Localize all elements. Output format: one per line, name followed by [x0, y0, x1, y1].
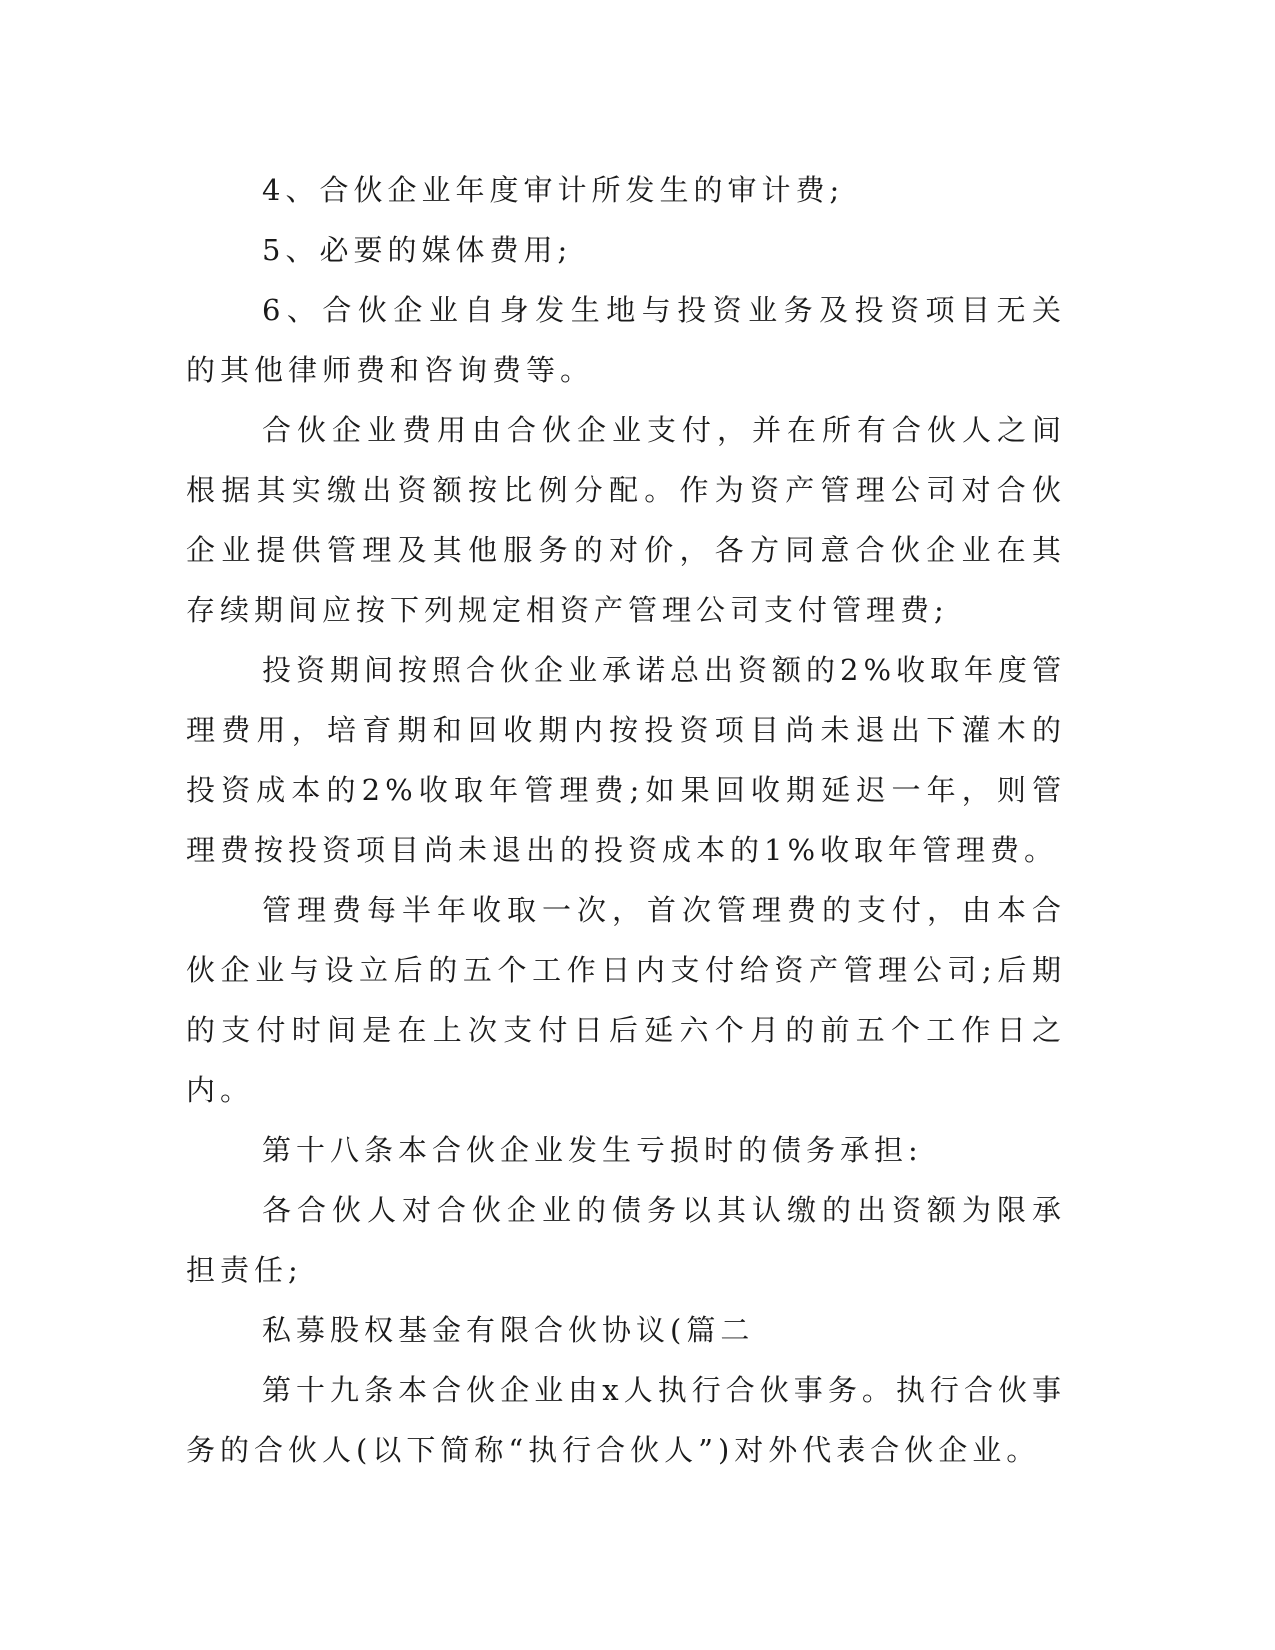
document-body [186, 160, 1066, 1480]
paragraph-management-fee-rate: 投资期间按照合伙企业承诺总出资额的2%收取年度管理费用，培育期和回收期内按投资项目尚未退出下灌木的投资成本的2%收取年管理费;如果回收期延迟一年，则管理费按投资项目尚未退出的投资成本的1%收取年管理费。 [186, 653, 1067, 867]
section-title-part-two: 私募股权基金有限合伙协议(篇二 [262, 1313, 755, 1347]
article-19-paragraph: 第十九条本合伙企业由x人执行合伙事务。执行合伙事务的合伙人(以下简称“执行合伙人”)对外代表合伙企业。 [186, 1373, 1066, 1467]
paragraph-fee-payment-schedule: 管理费每半年收取一次，首次管理费的支付，由本合伙企业与设立后的五个工作日内支付给资产管理公司;后期的支付时间是在上次支付日后延六个月的前五个工作日之内。 [186, 893, 1066, 1107]
paragraph-item-5: 5、必要的媒体费用; [262, 233, 573, 267]
article-18-heading: 第十八条本合伙企业发生亏损时的债务承担: [262, 1133, 923, 1167]
paragraph-item-4: 4、合伙企业年度审计所发生的审计费; [262, 173, 845, 207]
paragraph-item-6: 6、合伙企业自身发生地与投资业务及投资项目无关的其他律师费和咨询费等。 [186, 293, 1066, 387]
paragraph-expense-allocation: 合伙企业费用由合伙企业支付，并在所有合伙人之间根据其实缴出资额按比例分配。作为资产管理公司对合伙企业提供管理及其他服务的对价，各方同意合伙企业在其存续期间应按下列规定相资产管理公司支付管理费; [186, 413, 1066, 627]
paragraph-partner-liability: 各合伙人对合伙企业的债务以其认缴的出资额为限承担责任; [186, 1193, 1066, 1287]
